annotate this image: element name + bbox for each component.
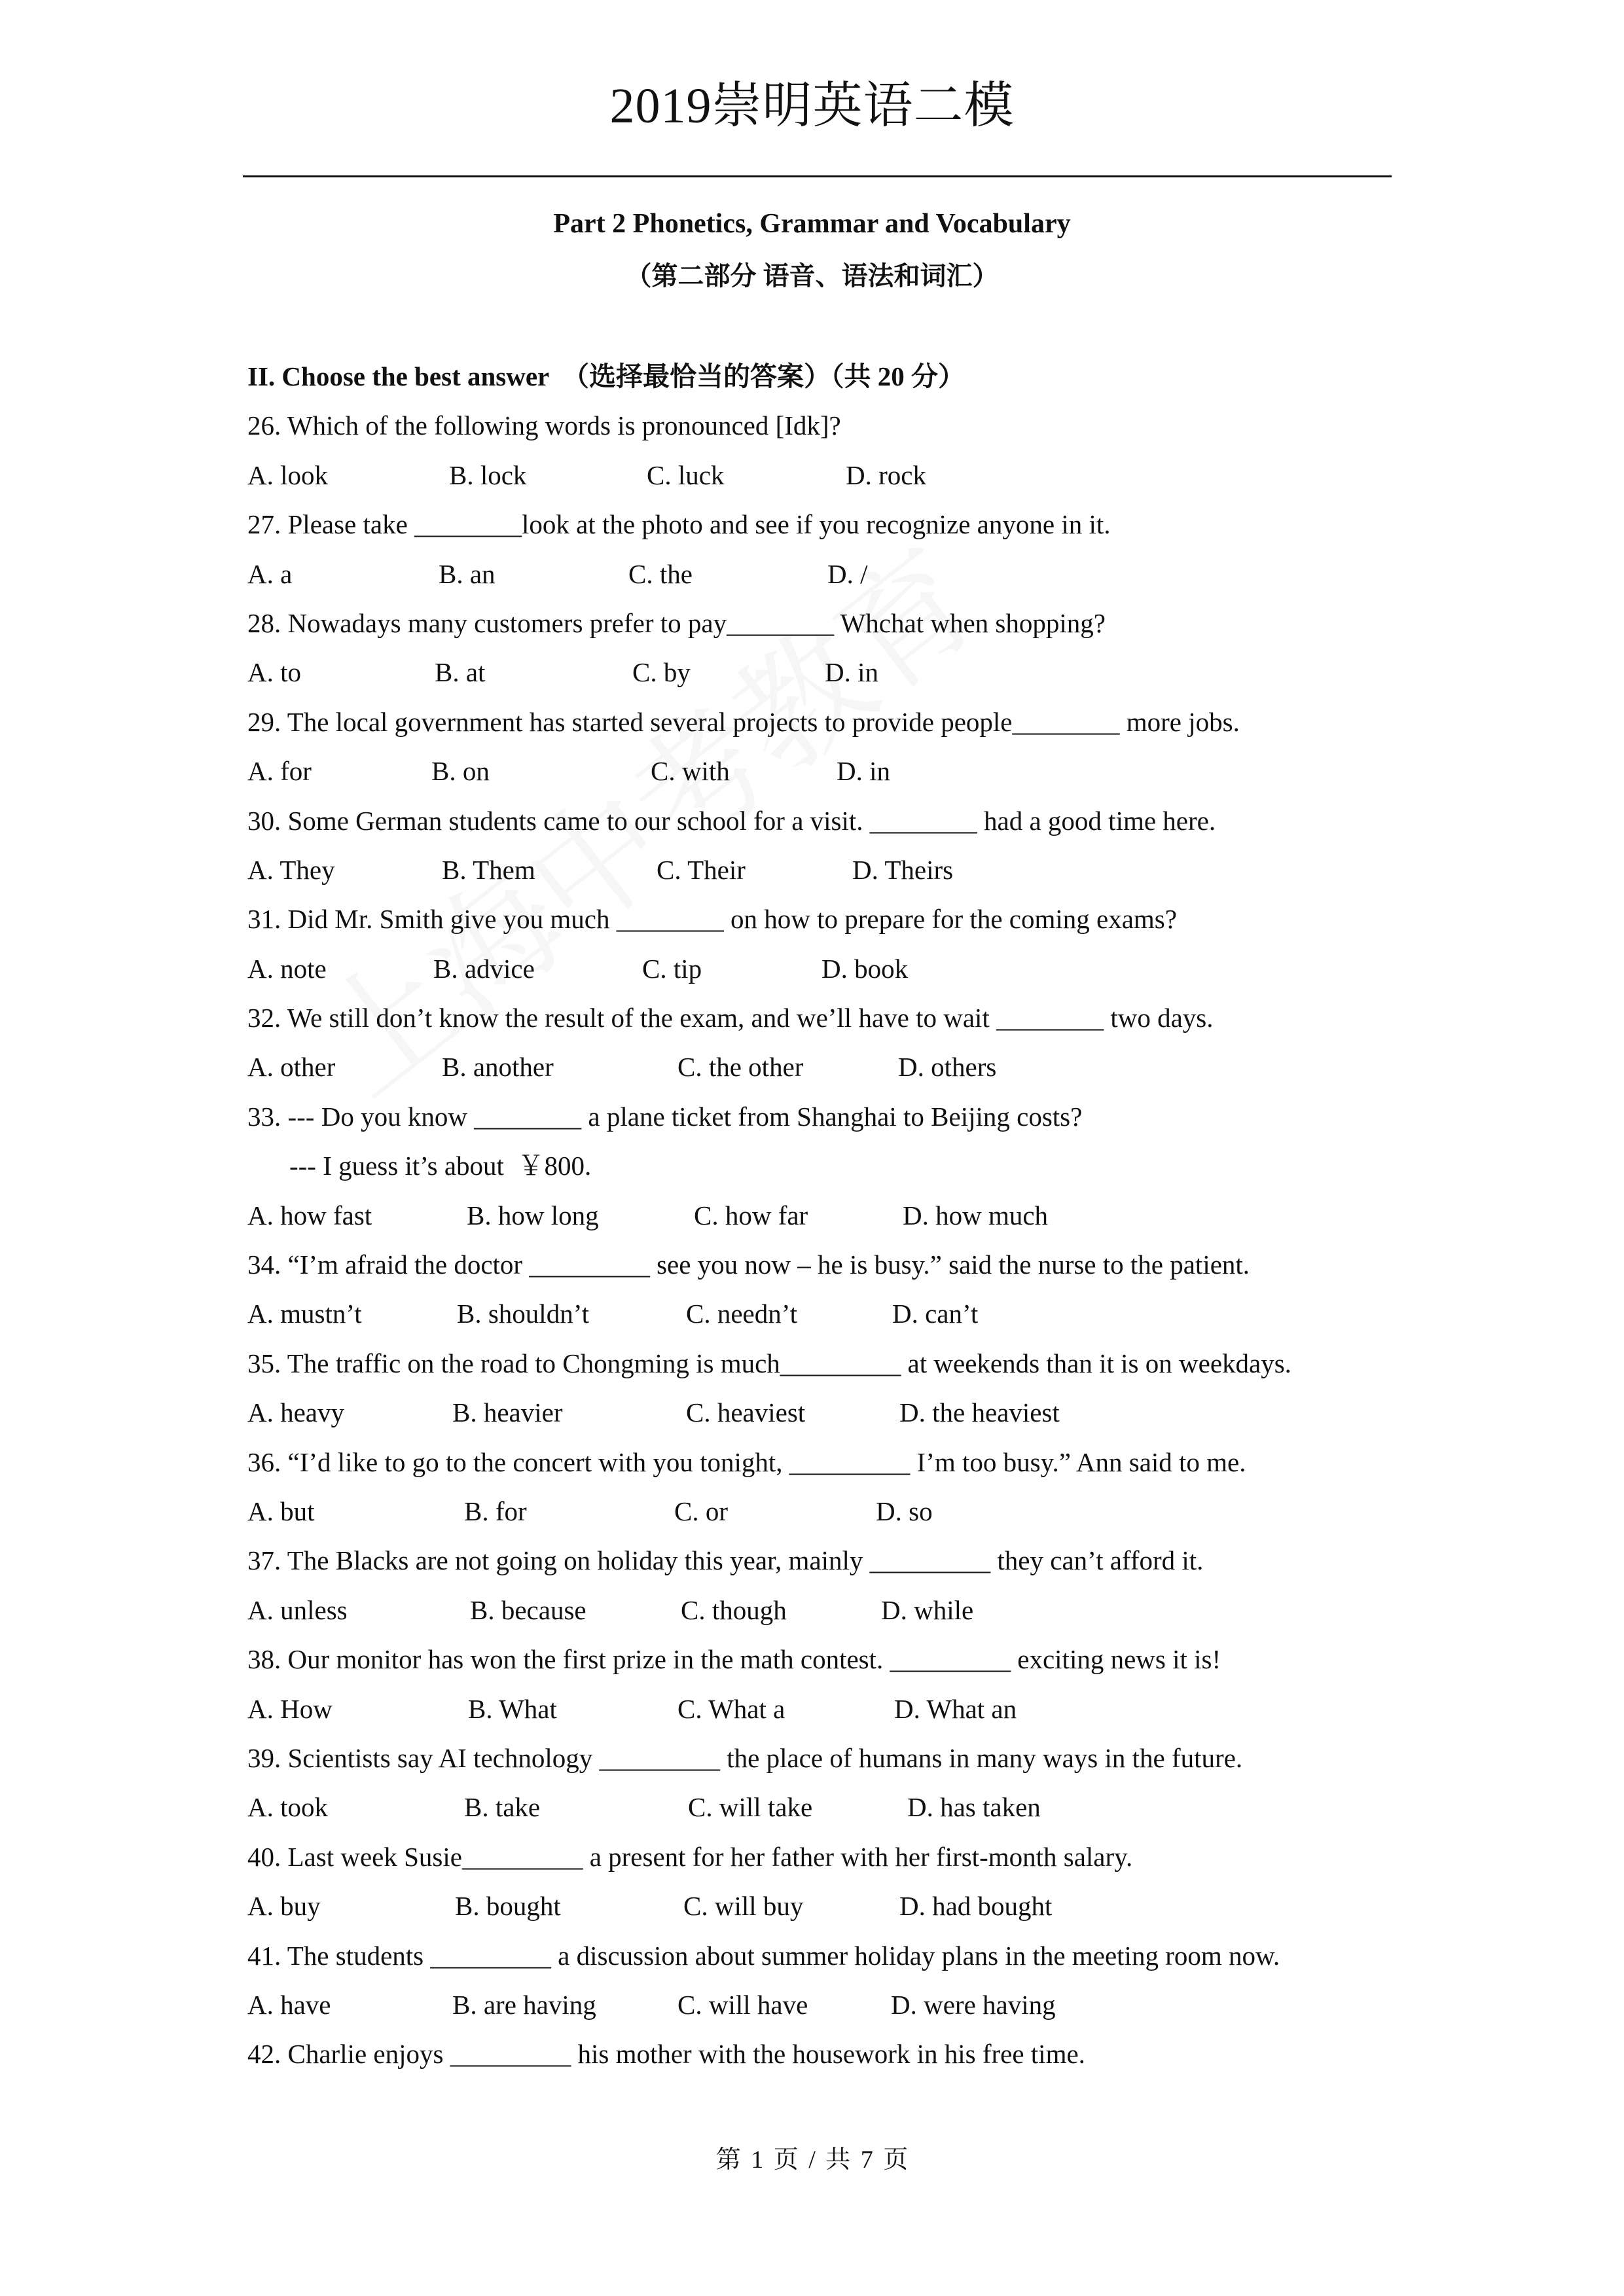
option-a: A. How	[247, 1693, 333, 1724]
option-a: A. heavy	[247, 1397, 345, 1428]
option-d: D. can’t	[892, 1299, 979, 1329]
option-c: C. tip	[642, 953, 702, 984]
question-stem: 31. Did Mr. Smith give you much ________ on how to prepare for the coming exams?	[247, 904, 1177, 935]
option-b: B. What	[468, 1693, 557, 1724]
option-b: B. at	[435, 657, 486, 688]
option-c: C. the	[628, 558, 693, 589]
option-c: C. or	[674, 1496, 728, 1526]
option-d: D. others	[898, 1052, 997, 1083]
option-b: B. for	[464, 1496, 527, 1526]
option-a: A. They	[247, 854, 335, 885]
option-c: C. with	[651, 756, 730, 787]
option-a: A. for	[247, 756, 312, 787]
option-b: B. shouldn’t	[457, 1299, 589, 1329]
option-a: A. but	[247, 1496, 315, 1526]
option-a: A. have	[247, 1989, 331, 2020]
option-c: C. will buy	[683, 1891, 804, 1922]
answer-options	[247, 451, 1426, 500]
question-stem: 30. Some German students came to our school for a visit. ________ had a good time here.	[247, 805, 1216, 836]
option-a: A. other	[247, 1052, 336, 1083]
option-b: B. on	[431, 756, 490, 787]
option-d: D. how much	[903, 1200, 1049, 1230]
option-a: A. look	[247, 459, 328, 490]
answer-options	[247, 648, 1426, 697]
option-a: A. note	[247, 953, 327, 984]
answer-options	[247, 1043, 1426, 1092]
answer-options	[247, 550, 1426, 599]
dialogue-reply: --- I guess it’s about ￥800.	[289, 1151, 592, 1181]
answer-options	[247, 747, 1426, 796]
option-c: C. will take	[688, 1792, 813, 1823]
title-divider	[243, 175, 1392, 177]
option-d: D. in	[825, 657, 878, 688]
option-d: D. while	[881, 1594, 974, 1625]
option-a: A. took	[247, 1792, 328, 1823]
option-b: B. because	[470, 1594, 586, 1625]
answer-options	[247, 1191, 1426, 1240]
answer-options	[247, 1388, 1426, 1437]
option-d: D. were having	[891, 1989, 1056, 2020]
option-d: D. /	[827, 558, 868, 589]
question-stem: 26. Which of the following words is pronounced [Idk]?	[247, 410, 841, 441]
answer-options	[247, 1487, 1426, 1536]
answer-options	[247, 1685, 1426, 1734]
option-d: D. had bought	[899, 1891, 1053, 1922]
option-b: B. an	[439, 558, 496, 589]
question-stem: 40. Last week Susie_________ a present for her father with her first-month salary.	[247, 1841, 1133, 1872]
option-a: A. mustn’t	[247, 1299, 362, 1329]
option-b: B. bought	[455, 1891, 561, 1922]
question-stem: 36. “I’d like to go to the concert with you tonight, _________ I’m too busy.” Ann said to me.	[247, 1446, 1246, 1477]
option-a: A. a	[247, 558, 293, 589]
question-stem: 41. The students _________ a discussion about summer holiday plans in the meeting room now.	[247, 1940, 1280, 1971]
option-a: A. how fast	[247, 1200, 372, 1230]
answer-options	[247, 1882, 1426, 1931]
option-d: D. rock	[846, 459, 926, 490]
option-b: B. another	[442, 1052, 554, 1083]
option-c: C. will have	[677, 1989, 808, 2020]
option-b: B. are having	[452, 1989, 596, 2020]
option-d: D. Theirs	[852, 854, 954, 885]
option-b: B. how long	[467, 1200, 599, 1230]
question-stem: 28. Nowadays many customers prefer to pay________ Whchat when shopping?	[247, 607, 1106, 638]
answer-options	[247, 1289, 1426, 1338]
answer-options	[247, 1981, 1426, 2030]
question-stem: 37. The Blacks are not going on holiday this year, mainly _________ they can’t afford it.	[247, 1545, 1204, 1576]
option-d: D. has taken	[907, 1792, 1041, 1823]
option-d: D. What an	[894, 1693, 1017, 1724]
option-a: A. to	[247, 657, 301, 688]
option-a: A. unless	[247, 1594, 348, 1625]
part-heading: Part 2 Phonetics, Grammar and Vocabulary	[553, 209, 1071, 239]
option-b: B. lock	[449, 459, 527, 490]
option-c: C. Their	[657, 854, 746, 885]
option-d: D. book	[821, 953, 909, 984]
page-footer: 第 1 页 / 共 7 页	[715, 2146, 909, 2174]
question-stem: 32. We still don’t know the result of the exam, and we’ll have to wait ________ two days.	[247, 1003, 1214, 1033]
option-c: C. though	[681, 1594, 787, 1625]
question-stem: 38. Our monitor has won the first prize in the math contest. _________ exciting news it is!	[247, 1644, 1221, 1675]
option-b: B. heavier	[452, 1397, 563, 1428]
answer-options	[247, 1586, 1426, 1635]
option-c: C. heaviest	[686, 1397, 806, 1428]
answer-options	[247, 1783, 1426, 1832]
question-list	[247, 352, 1426, 2079]
section-heading: II. Choose the best answer （选择最恰当的答案）（共 20 分）	[247, 361, 965, 391]
answer-options	[247, 944, 1426, 994]
question-stem: 34. “I’m afraid the doctor _________ see you now – he is busy.” said the nurse to the patient.	[247, 1249, 1250, 1280]
option-b: B. advice	[433, 953, 535, 984]
option-c: C. luck	[647, 459, 725, 490]
option-d: D. in	[837, 756, 890, 787]
option-b: B. take	[464, 1792, 541, 1823]
option-a: A. buy	[247, 1891, 321, 1922]
question-stem: 27. Please take ________look at the photo and see if you recognize anyone in it.	[247, 509, 1111, 540]
option-c: C. the other	[677, 1052, 804, 1083]
option-c: C. What a	[677, 1693, 785, 1724]
document-title: 2019崇明英语二模	[609, 79, 1015, 134]
question-stem: 35. The traffic on the road to Chongming is much_________ at weekends than it is on weekdays.	[247, 1348, 1291, 1378]
option-b: B. Them	[442, 854, 535, 885]
question-stem: 39. Scientists say AI technology _________ the place of humans in many ways in the future.	[247, 1742, 1243, 1773]
part-heading-chinese: （第二部分 语音、语法和词汇）	[625, 261, 999, 291]
question-stem: 42. Charlie enjoys _________ his mother with the housework in his free time.	[247, 2039, 1085, 2070]
option-c: C. needn’t	[686, 1299, 798, 1329]
option-c: C. by	[632, 657, 691, 688]
option-d: D. the heaviest	[899, 1397, 1060, 1428]
answer-options	[247, 846, 1426, 895]
option-d: D. so	[876, 1496, 933, 1526]
option-c: C. how far	[694, 1200, 808, 1230]
question-stem: 29. The local government has started several projects to provide people________ more jobs.	[247, 706, 1240, 737]
question-stem: 33. --- Do you know ________ a plane ticket from Shanghai to Beijing costs?	[247, 1101, 1083, 1132]
